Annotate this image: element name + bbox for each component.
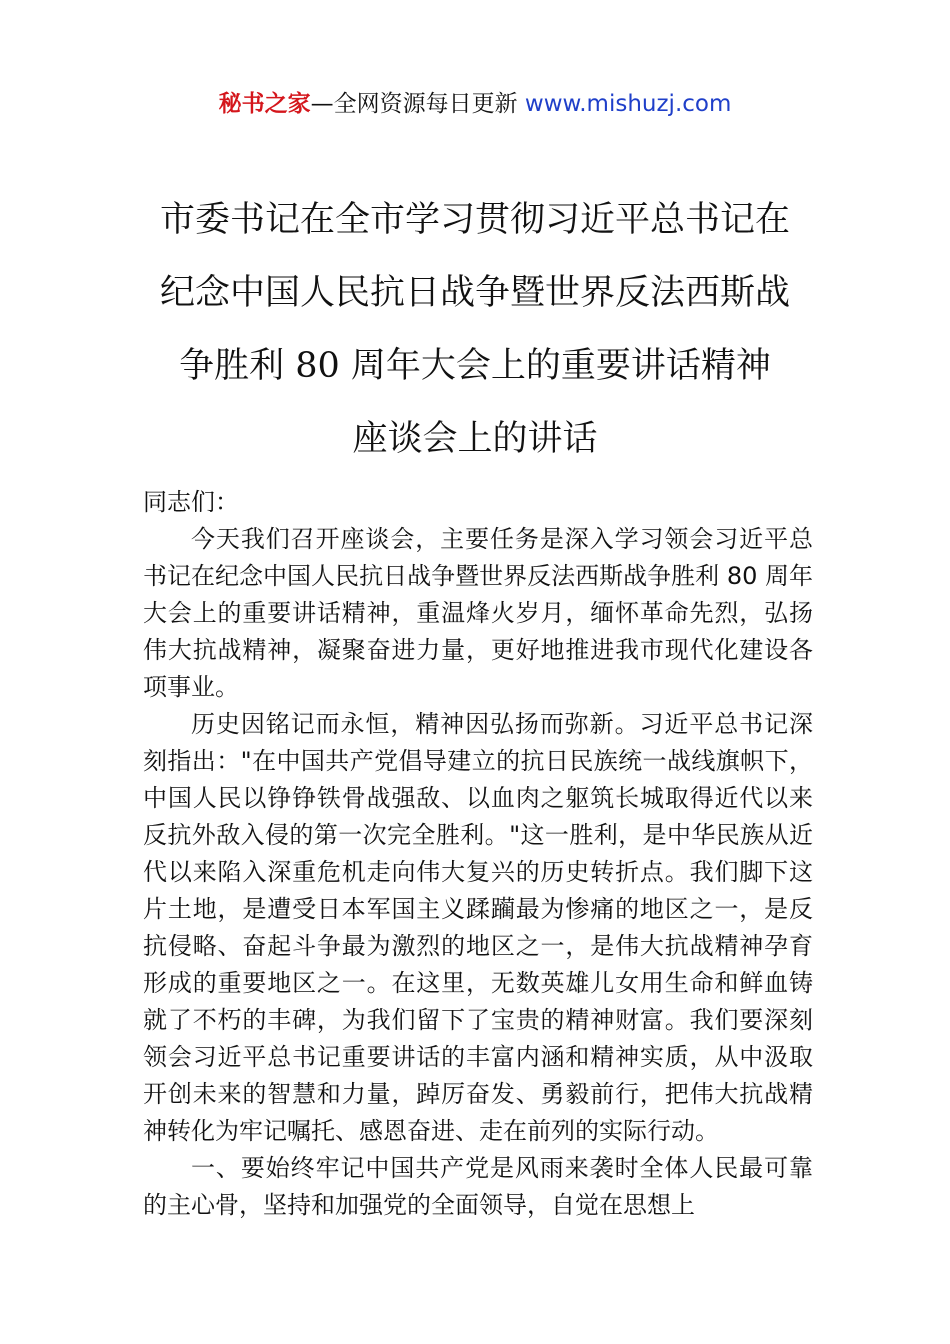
salutation: 同志们：: [143, 488, 239, 516]
title-line: 纪念中国人民抗日战争暨世界反法西斯战: [159, 273, 790, 313]
title-line: 市委书记在全市学习贯彻习近平总书记在: [159, 200, 790, 240]
site-url-link[interactable]: www.mishuzj.com: [524, 91, 732, 117]
site-header: [0, 88, 950, 120]
body-paragraph: 一、要始终牢记中国共产党是风雨来袭时全体人民最可靠的主心骨，坚持和加强党的全面领导，自觉在思想上: [143, 1154, 813, 1219]
document-title: [100, 184, 850, 476]
title-line: 座谈会上的讲话: [352, 419, 598, 459]
title-line: 争胜利 80 周年大会上的重要讲话精神: [179, 346, 771, 386]
document-body: [143, 484, 813, 1224]
body-paragraph: 今天我们召开座谈会，主要任务是深入学习领会习近平总书记在纪念中国人民抗日战争暨世界反法西斯战争胜利 80 周年大会上的重要讲话精神，重温烽火岁月，缅怀革命先烈，弘扬伟大抗战精神，凝聚奋进力量，更好地推进我市现代化建设各项事业。: [143, 525, 813, 701]
site-brand: 秘书之家: [218, 91, 311, 117]
site-tagline: —全网资源每日更新: [310, 91, 525, 117]
body-paragraph: 历史因铭记而永恒，精神因弘扬而弥新。习近平总书记深刻指出："在中国共产党倡导建立的抗日民族统一战线旗帜下，中国人民以铮铮铁骨战强敌、以血肉之躯筑长城取得近代以来反抗外敌入侵的第一次完全胜利。"这一胜利，是中华民族从近代以来陷入深重危机走向伟大复兴的历史转折点。我们脚下这片土地，是遭受日本军国主义蹂躏最为惨痛的地区之一，是反抗侵略、奋起斗争最为激烈的地区之一，是伟大抗战精神孕育形成的重要地区之一。在这里，无数英雄儿女用生命和鲜血铸就了不朽的丰碑，为我们留下了宝贵的精神财富。我们要深刻领会习近平总书记重要讲话的丰富内涵和精神实质，从中汲取开创未来的智慧和力量，踔厉奋发、勇毅前行，把伟大抗战精神转化为牢记嘱托、感恩奋进、走在前列的实际行动。: [143, 710, 813, 1145]
